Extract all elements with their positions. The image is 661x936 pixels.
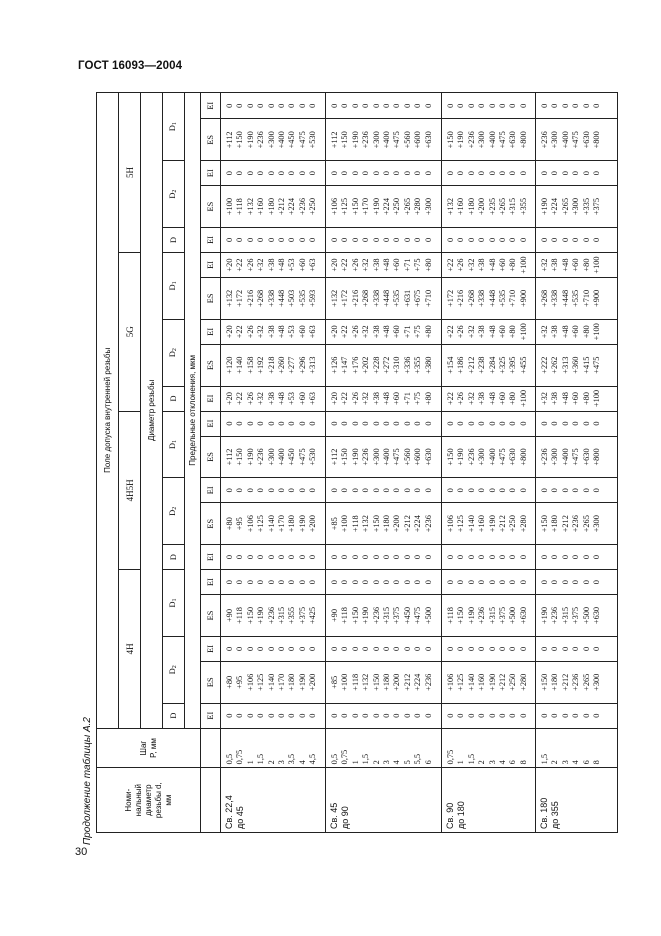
cell-5g-d2-ei: +20 +22 +26 +32 +38 +48 +60 +71 +75 +80 <box>326 319 442 344</box>
cell-4h-d1-es: +118 +150 +190 +236 +315 +375 +500 +630 <box>442 595 536 637</box>
cell-4h-d2-es: +106 +125 +140 +160 +190 +212 +250 +280 <box>442 661 536 703</box>
group-diameter: Св. 22,4 до 45 <box>221 768 326 833</box>
rotated-table-container <box>96 92 616 833</box>
header-d2-5g: D2 <box>163 319 185 386</box>
cell-5h-d2-es: +132 +160 +180 +200 +235 +265 +315 +355 <box>442 186 536 228</box>
group-pitches: 0,75 1 1,5 2 3 4 6 8 <box>442 728 536 768</box>
header-thread-diameter: Диаметр резьбы <box>141 93 163 729</box>
table-row-group-3 <box>442 93 536 833</box>
header-pitch: Шаг P, мм <box>97 728 201 768</box>
cell-4h5h-d-ei: 0 0 0 0 0 0 0 0 0 <box>221 545 326 570</box>
cell-4h-d1-ei: 0 0 0 0 0 0 0 0 0 <box>221 570 326 595</box>
cell-4h5h-d-ei: 0 0 0 0 0 0 0 0 0 0 <box>326 545 442 570</box>
cell-5h-d1-ei: 0 0 0 0 0 0 0 0 <box>442 93 536 119</box>
cell-4h5h-d1-ei: 0 0 0 0 0 0 0 0 <box>442 411 536 436</box>
cell-5h-d1-ei: 0 0 0 0 0 0 0 0 0 0 <box>326 93 442 119</box>
cell-4h5h-d-ei: 0 0 0 0 0 0 <box>536 545 618 570</box>
header-ei: EI <box>201 478 221 503</box>
table-row-group-4 <box>536 93 618 833</box>
header-d2-4h: D2 <box>163 636 185 703</box>
header-ei: EI <box>201 227 221 252</box>
cell-4h-d2-es: +80 +95 +106 +125 +140 +170 +180 +190 +200 <box>221 661 326 703</box>
header-d1-4h: D1 <box>163 570 185 637</box>
group-pitches: 1,5 2 3 4 6 8 <box>536 728 618 768</box>
header-d-5h: D <box>163 227 185 252</box>
cell-4h-d-ei: 0 0 0 0 0 0 0 0 0 <box>221 703 326 728</box>
header-es: ES <box>201 344 221 386</box>
cell-4h5h-d2-es: +106 +125 +140 +160 +190 +212 +250 +280 <box>442 503 536 545</box>
cell-5g-d-ei: +20 +22 +26 +32 +38 +48 +60 +71 +75 +80 <box>326 386 442 411</box>
header-ei: EI <box>201 93 221 119</box>
header-d2-5h: D2 <box>163 161 185 228</box>
cell-5g-d-ei: +22 +26 +32 +38 +48 +60 +80 +100 <box>442 386 536 411</box>
cell-4h-d2-es: +150 +180 +212 +236 +265 +300 <box>536 661 618 703</box>
cell-4h-d-ei: 0 0 0 0 0 0 0 0 <box>442 703 536 728</box>
table-row-group-1 <box>221 93 326 833</box>
cell-5g-d2-ei: +20 +22 +26 +32 +38 +48 +53 +60 +63 <box>221 319 326 344</box>
cell-5g-d1-es: +132 +172 +216 +268 +338 +448 +503 +535 +593 <box>221 278 326 320</box>
cell-4h-d2-ei: 0 0 0 0 0 0 0 0 <box>442 636 536 661</box>
header-ei: EI <box>201 386 221 411</box>
cell-5h-d2-es: +100 +118 +132 +160 +180 +212 +224 +236 +250 <box>221 186 326 228</box>
cell-5h-d1-ei: 0 0 0 0 0 0 0 0 0 <box>221 93 326 119</box>
cell-4h5h-d2-es: +80 +95 +106 +125 +140 +170 +180 +190 +200 <box>221 503 326 545</box>
cell-5g-d-ei: +20 +22 +26 +32 +38 +48 +53 +60 +63 <box>221 386 326 411</box>
header-class-4h5h: 4H5H <box>119 411 141 570</box>
cell-5h-d-ei: 0 0 0 0 0 0 <box>536 227 618 252</box>
header-es: ES <box>201 661 221 703</box>
cell-4h5h-d2-ei: 0 0 0 0 0 0 0 0 0 0 <box>326 478 442 503</box>
header-es: ES <box>201 436 221 478</box>
cell-4h-d1-es: +90 +118 +150 +190 +236 +315 +375 +450 +475 +500 <box>326 595 442 637</box>
header-blank-pitch <box>201 728 221 768</box>
cell-4h-d-ei: 0 0 0 0 0 0 0 0 0 0 <box>326 703 442 728</box>
cell-5g-d2-ei: +32 +38 +48 +60 +80 +100 <box>536 319 618 344</box>
cell-5h-d2-ei: 0 0 0 0 0 0 0 0 <box>442 161 536 186</box>
header-d-4h: D <box>163 703 185 728</box>
header-d1-5g: D1 <box>163 252 185 319</box>
cell-4h5h-d1-es: +112 +150 +190 +236 +300 +400 +475 +560 +600 +630 <box>326 436 442 478</box>
cell-4h-d1-ei: 0 0 0 0 0 0 0 0 0 0 <box>326 570 442 595</box>
cell-4h5h-d1-ei: 0 0 0 0 0 0 <box>536 411 618 436</box>
cell-5h-d-ei: 0 0 0 0 0 0 0 0 <box>442 227 536 252</box>
cell-5h-d2-ei: 0 0 0 0 0 0 0 0 0 0 <box>326 161 442 186</box>
cell-4h5h-d1-es: +150 +190 +236 +300 +400 +475 +630 +800 <box>442 436 536 478</box>
table-caption: Продолжение таблицы А.2 <box>82 717 93 845</box>
header-class-5h: 5H <box>119 93 141 253</box>
cell-5g-d2-ei: +22 +26 +32 +38 +48 +60 +80 +100 <box>442 319 536 344</box>
header-limit-deviations: Предельные отклонения, мкм <box>185 93 201 729</box>
cell-4h5h-d2-ei: 0 0 0 0 0 0 0 0 0 <box>221 478 326 503</box>
group-pitches: 0,5 0,75 1 1,5 2 3 4 5 5,5 6 <box>326 728 442 768</box>
cell-5g-d1-ei: +32 +38 +48 +60 +80 +100 <box>536 252 618 277</box>
cell-4h-d1-es: +90 +118 +150 +190 +236 +315 +355 +375 +425 <box>221 595 326 637</box>
cell-4h5h-d2-es: +150 +180 +212 +236 +265 +300 <box>536 503 618 545</box>
header-nominal-diameter: Номи- нальный диаметр резьбы d, мм <box>97 768 201 833</box>
cell-5h-d1-es: +112 +150 +190 +236 +300 +400 +450 +475 +530 <box>221 119 326 161</box>
cell-4h5h-d2-ei: 0 0 0 0 0 0 <box>536 478 618 503</box>
header-ei: EI <box>201 703 221 728</box>
cell-4h5h-d1-es: +112 +150 +190 +236 +300 +400 +450 +475 +530 <box>221 436 326 478</box>
group-pitches: 0,5 0,75 1 1,5 2 3 3,5 4 4,5 <box>221 728 326 768</box>
cell-5g-d1-es: +132 +172 +216 +268 +338 +448 +535 +631 +675 +710 <box>326 278 442 320</box>
header-d-4h5h: D <box>163 545 185 570</box>
header-blank-diameter <box>201 768 221 833</box>
cell-4h5h-d1-ei: 0 0 0 0 0 0 0 0 0 0 <box>326 411 442 436</box>
header-ei: EI <box>201 252 221 277</box>
page-number: 30 <box>75 846 88 858</box>
header-d-5g: D <box>163 386 185 411</box>
cell-4h-d-ei: 0 0 0 0 0 0 <box>536 703 618 728</box>
cell-5h-d2-es: +106 +125 +150 +170 +190 +224 +250 +265 +280 +300 <box>326 186 442 228</box>
cell-5h-d-ei: 0 0 0 0 0 0 0 0 0 0 <box>326 227 442 252</box>
cell-5g-d2-es: +120 +140 +158 +192 +218 +260 +277 +296 +313 <box>221 344 326 386</box>
cell-4h5h-d-ei: 0 0 0 0 0 0 0 0 <box>442 545 536 570</box>
cell-5g-d1-es: +172 +216 +268 +338 +448 +535 +710 +900 <box>442 278 536 320</box>
header-tolerance-field: Поле допуска внутренней резьбы <box>97 93 119 729</box>
cell-4h-d1-es: +190 +236 +315 +375 +500 +630 <box>536 595 618 637</box>
cell-5h-d1-es: +236 +300 +400 +475 +630 +800 <box>536 119 618 161</box>
cell-4h-d2-ei: 0 0 0 0 0 0 0 0 0 0 <box>326 636 442 661</box>
cell-5h-d2-es: +190 +224 +265 +300 +335 +375 <box>536 186 618 228</box>
cell-5h-d1-es: +150 +190 +236 +300 +400 +475 +630 +800 <box>442 119 536 161</box>
tolerance-table <box>96 92 618 833</box>
cell-5g-d2-es: +126 +147 +176 +202 +228 +272 +310 +336 +355 +380 <box>326 344 442 386</box>
cell-4h-d1-ei: 0 0 0 0 0 0 0 0 <box>442 570 536 595</box>
cell-4h5h-d1-es: +236 +300 +400 +475 +630 +800 <box>536 436 618 478</box>
header-es: ES <box>201 119 221 161</box>
cell-4h-d2-ei: 0 0 0 0 0 0 0 0 0 <box>221 636 326 661</box>
cell-5h-d1-es: +112 +150 +190 +236 +300 +400 +475 +560 +600 +630 <box>326 119 442 161</box>
group-diameter: Св. 180 до 355 <box>536 768 618 833</box>
cell-5h-d-ei: 0 0 0 0 0 0 0 0 0 <box>221 227 326 252</box>
header-ei: EI <box>201 161 221 186</box>
header-d1-4h5h: D1 <box>163 411 185 478</box>
cell-4h5h-d1-ei: 0 0 0 0 0 0 0 0 0 <box>221 411 326 436</box>
header-class-4h: 4H <box>119 570 141 729</box>
header-class-5g: 5G <box>119 252 141 411</box>
cell-4h5h-d2-ei: 0 0 0 0 0 0 0 0 <box>442 478 536 503</box>
group-diameter: Св. 90 до 180 <box>442 768 536 833</box>
table-row-group-2 <box>326 93 442 833</box>
cell-5h-d2-ei: 0 0 0 0 0 0 0 0 0 <box>221 161 326 186</box>
header-es: ES <box>201 278 221 320</box>
header-ei: EI <box>201 545 221 570</box>
header-ei: EI <box>201 411 221 436</box>
cell-5g-d-ei: +32 +38 +48 +60 +80 +100 <box>536 386 618 411</box>
cell-5g-d2-es: +154 +186 +212 +238 +284 +325 +395 +455 <box>442 344 536 386</box>
header-ei: EI <box>201 319 221 344</box>
cell-4h-d2-es: +85 +100 +118 +132 +150 +180 +200 +212 +224 +236 <box>326 661 442 703</box>
header-d2-4h5h: D2 <box>163 478 185 545</box>
header-es: ES <box>201 595 221 637</box>
header-ei: EI <box>201 636 221 661</box>
cell-5g-d1-ei: +22 +26 +32 +38 +48 +60 +80 +100 <box>442 252 536 277</box>
document-title: ГОСТ 16093—2004 <box>78 60 183 72</box>
cell-5h-d1-ei: 0 0 0 0 0 0 <box>536 93 618 119</box>
cell-4h-d1-ei: 0 0 0 0 0 0 <box>536 570 618 595</box>
header-es: ES <box>201 503 221 545</box>
cell-5g-d1-es: +268 +338 +448 +535 +710 +900 <box>536 278 618 320</box>
cell-5g-d2-es: +222 +262 +313 +360 +415 +475 <box>536 344 618 386</box>
group-diameter: Св. 45 до 90 <box>326 768 442 833</box>
header-es: ES <box>201 186 221 228</box>
header-ei: EI <box>201 570 221 595</box>
cell-5g-d1-ei: +20 +22 +26 +32 +38 +48 +53 +60 +63 <box>221 252 326 277</box>
cell-4h-d2-ei: 0 0 0 0 0 0 <box>536 636 618 661</box>
cell-5g-d1-ei: +20 +22 +26 +32 +38 +48 +60 +71 +75 +80 <box>326 252 442 277</box>
header-es-ei-row <box>201 93 221 833</box>
header-d1-5h: D1 <box>163 93 185 161</box>
cell-5h-d2-ei: 0 0 0 0 0 0 <box>536 161 618 186</box>
cell-4h5h-d2-es: +85 +100 +118 +132 +150 +180 +200 +212 +224 +236 <box>326 503 442 545</box>
